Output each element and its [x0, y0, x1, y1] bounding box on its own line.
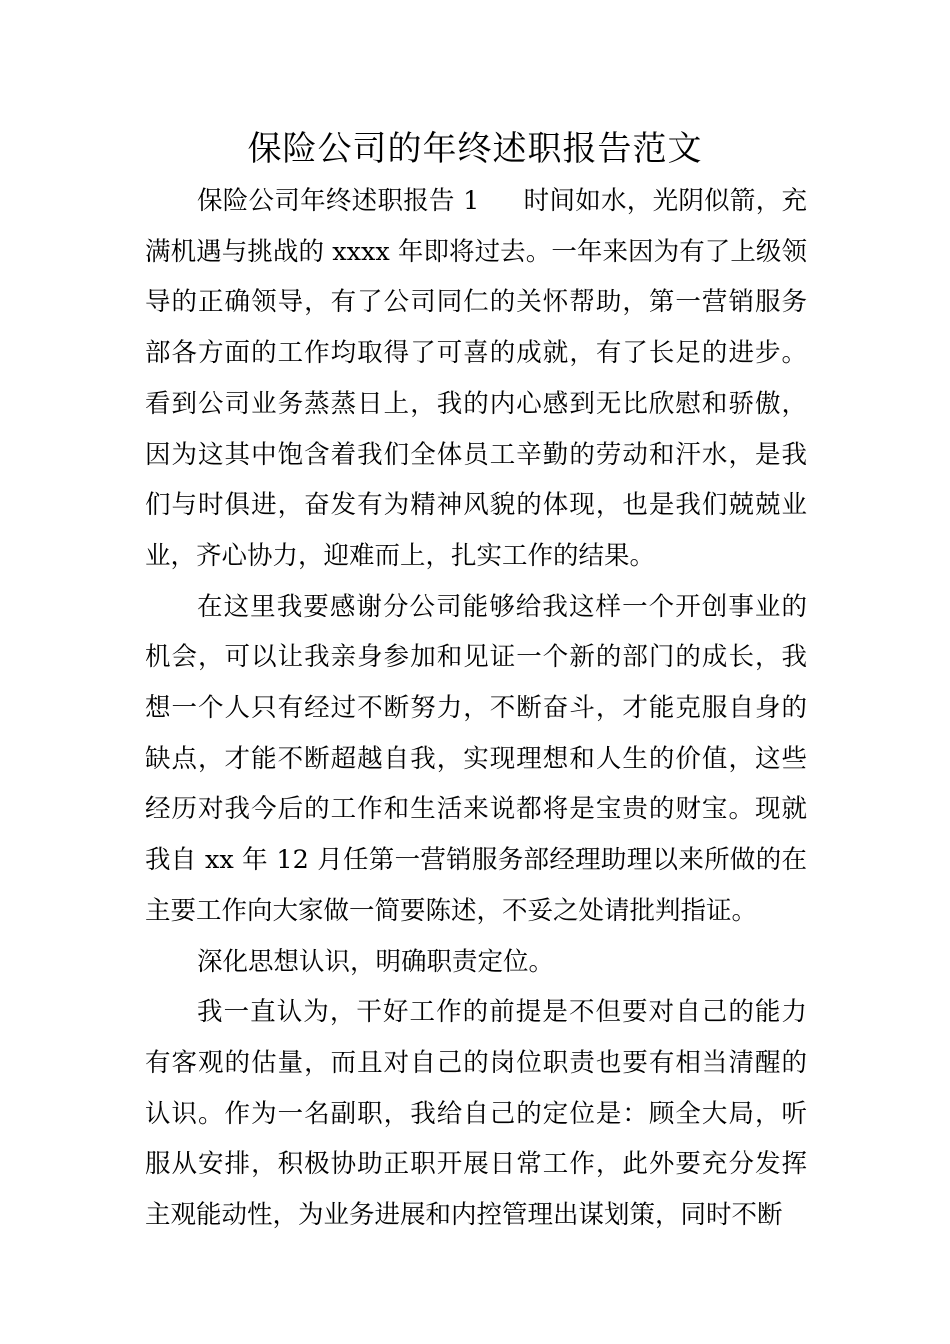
report-heading: 保险公司年终述职报告 1 [197, 186, 480, 216]
paragraph-1-text: 时间如水，光阴似箭，充满机遇与挑战的 xxxx 年即将过去。一年来因为有了上级领导的正确领导，有了公司同仁的关怀帮助，第一营销服务部各方面的工作均取得了可喜的成就，有了长足的进步。看到公司业务蒸蒸日上，我的内心感到无比欣慰和骄傲，因为这其中饱含着我们全体员工辛勤的劳动和汗水，是我们与时俱进，奋发有为精神风貌的体现，也是我们兢兢业业，齐心协力，迎难而上，扎实工作的结果。 [145, 186, 807, 571]
paragraph-4: 我一直认为，干好工作的前提是不但要对自己的能力有客观的估量，而且对自己的岗位职责也要有相当清醒的认识。作为一名副职，我给自己的定位是：顾全大局，听服从安排，积极协助正职开展日常工作，此外要充分发挥主观能动性，为业务进展和内控管理出谋划策，同时不断 [145, 997, 807, 1231]
paragraph-1 [145, 176, 807, 582]
document-title: 保险公司的年终述职报告范文 [247, 129, 703, 169]
paragraph-3: 深化思想认识，明确职责定位。 [197, 946, 555, 977]
paragraph-2: 在这里我要感谢分公司能够给我这样一个开创事业的机会，可以让我亲身参加和见证一个新的部门的成长，我想一个人只有经过不断努力，不断奋斗，才能克服自身的缺点，才能不断超越自我，实现理想和人生的价值，这些经历对我今后的工作和生活来说都将是宝贵的财宝。现就我自 xx 年 12 月任第一营销服务部经理助理以来所做的在主要工作向大家做一简要陈述，不妥之处请批判指证。 [145, 591, 807, 926]
document-body [145, 176, 807, 1241]
